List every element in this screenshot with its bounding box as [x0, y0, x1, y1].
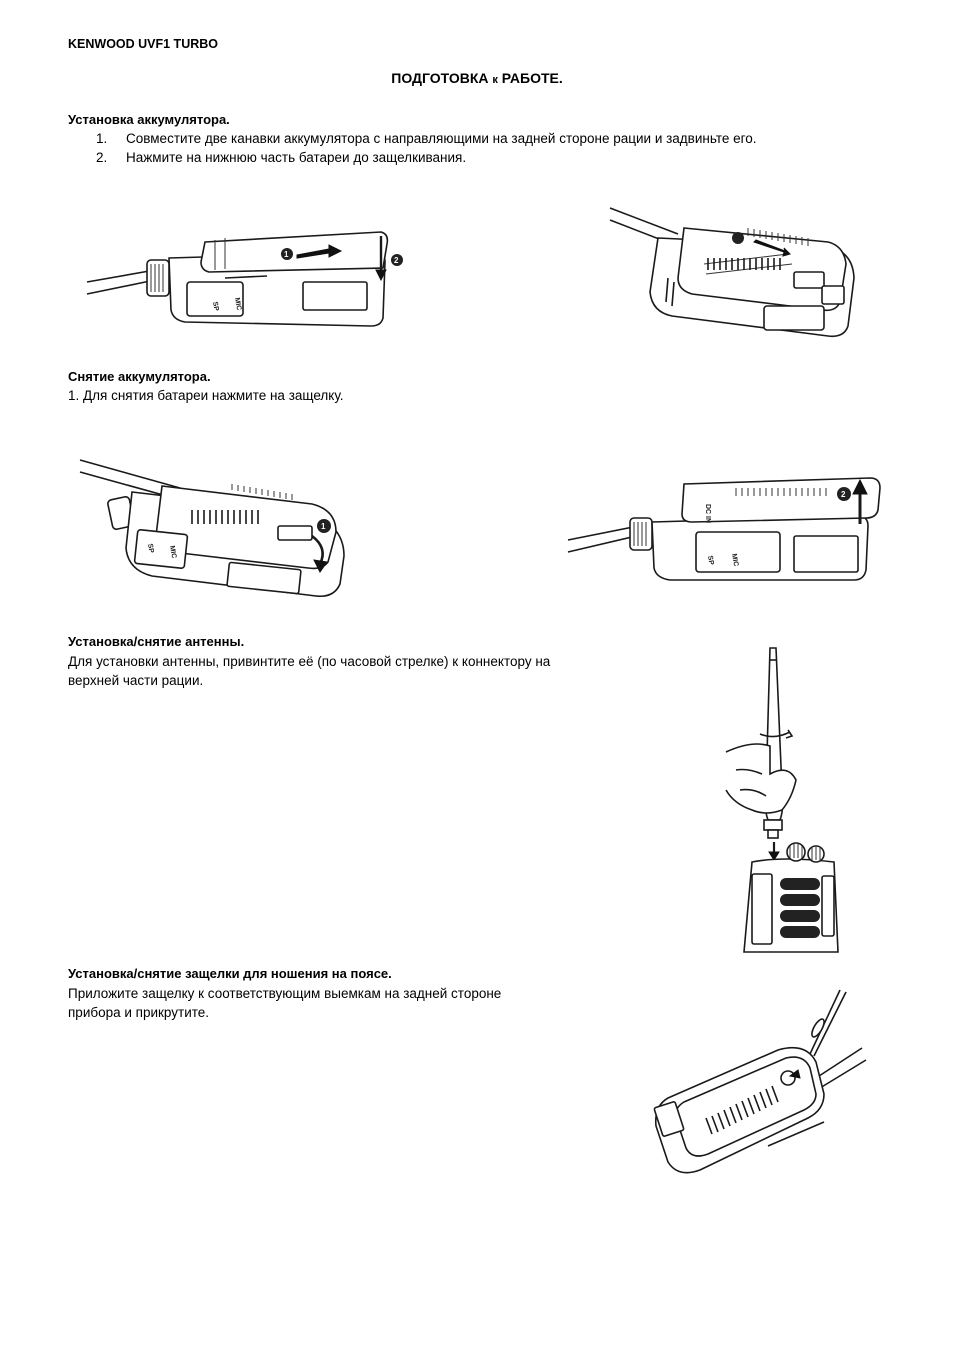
- page-title-small: к: [492, 74, 498, 86]
- sp-label: SP: [706, 555, 715, 566]
- antenna-text-line1: Для установки антенны, привинтите её (по часовой стрелке) к коннектору на: [68, 654, 551, 669]
- list-item: [68, 129, 928, 148]
- radio-battery-back-illustration: [608, 198, 868, 343]
- step-number: 2.: [96, 150, 108, 165]
- header-brand: KENWOOD UVF1 TURBO: [68, 37, 218, 51]
- radio-battery-lift-illustration: [566, 470, 886, 590]
- belt-clip-screw-illustration: [648, 986, 870, 1178]
- step-2-text: 2: [394, 256, 399, 265]
- belt-clip-heading: Установка/снятие защелки для ношения на поясе.: [68, 966, 392, 981]
- battery-remove-text: 1. Для снятия батареи нажмите на защелку.: [68, 388, 344, 403]
- dc-in-label: DC IN: [704, 504, 711, 524]
- step-1-text: 1: [284, 250, 289, 259]
- page-title-main: ПОДГОТОВКА: [391, 70, 489, 86]
- radio-battery-slide-illustration: [85, 222, 415, 342]
- battery-install-steps: [68, 129, 928, 167]
- list-item: [68, 148, 928, 167]
- sp-label: SP: [211, 301, 220, 312]
- step-number: 1.: [96, 131, 108, 146]
- belt-clip-text-line1: Приложите защелку к соответствующим выемкам на задней стороне: [68, 986, 502, 1001]
- mic-label: MIC: [168, 545, 178, 559]
- page-title: [0, 70, 954, 86]
- antenna-screw-illustration: [722, 640, 852, 952]
- radio-latch-press-illustration: [72, 452, 372, 612]
- antenna-heading: Установка/снятие антенны.: [68, 634, 245, 649]
- belt-clip-text-line2: прибора и прикрутите.: [68, 1005, 210, 1020]
- mic-label: MIC: [233, 297, 243, 311]
- mic-label: MIC: [730, 553, 740, 567]
- antenna-text-line2: верхней части рации.: [68, 673, 204, 688]
- sp-label: SP: [146, 543, 155, 554]
- step-1-text: 1: [321, 522, 326, 531]
- battery-install-heading: Установка аккумулятора.: [68, 112, 230, 127]
- step-2-text: 2: [841, 490, 846, 499]
- step-text: Нажмите на нижнюю часть батареи до защелкивания.: [126, 150, 467, 165]
- step-text: Совместите две канавки аккумулятора с направляющими на задней стороне рации и задвиньте его.: [126, 131, 757, 146]
- page-title-end: РАБОТЕ.: [501, 70, 563, 86]
- battery-remove-heading: Снятие аккумулятора.: [68, 369, 211, 384]
